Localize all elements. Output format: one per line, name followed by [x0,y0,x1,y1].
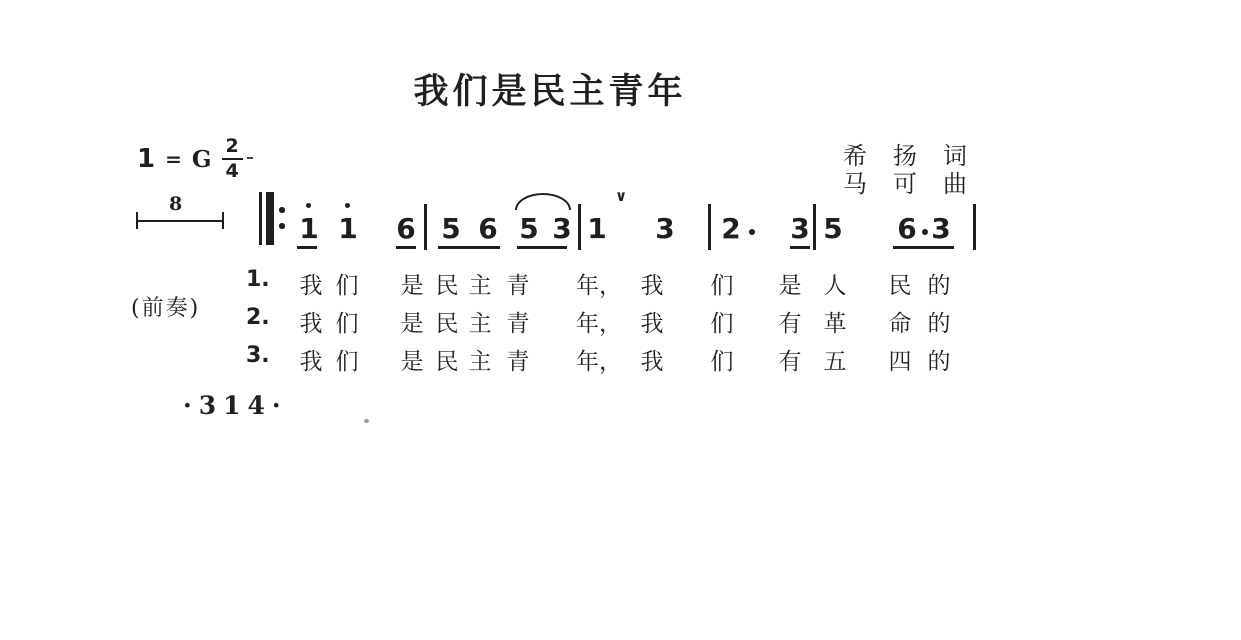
lyric-char: 的 [927,311,951,337]
scan-speckle [364,419,369,423]
beam-underline [396,246,416,249]
barline [973,204,976,250]
intro-bracket-tick-right [222,212,224,229]
key-tonic: 1 [137,144,156,174]
lyric-char: 民 [435,311,459,337]
lyric-char: 我 [640,311,664,337]
lyric-char: 是 [778,273,802,299]
lyric-char: 青 [506,349,530,375]
lyric-char: 民 [888,273,912,299]
note-digit: 1 [338,212,358,245]
lyric-char: 我 [640,349,664,375]
note-digit: 3 [655,212,675,245]
lyric-char: 民 [435,349,459,375]
note-digit: 5 [823,212,843,245]
note-digit: 3 [931,212,951,245]
lyric-char: 我 [640,273,664,299]
note-digit: 5 [441,212,461,245]
lyric-char: 青 [506,273,530,299]
lyric-char: 我 [299,349,323,375]
lyric-char: 革 [823,311,847,337]
lyric-char: 主 [468,311,492,337]
note-digit: 6 [478,212,498,245]
beam-underline [438,246,500,249]
time-signature-denominator: 4 [225,160,239,182]
lyric-char: 年， [576,349,622,375]
prelude-label: (前奏) [131,296,201,321]
credit-char: 希 [843,142,867,170]
composer-credit [843,171,967,197]
lyric-char: 的 [927,349,951,375]
intro-measure-count: 8 [169,193,183,215]
slur-arc [515,193,571,210]
octave-dot [345,203,350,208]
lyric-char: 是 [400,273,424,299]
beam-underline [297,246,317,249]
beam-underline [517,246,567,249]
intro-bracket-tick-left [136,212,138,229]
verse-number: 1. [246,267,270,292]
lyric-char: 民 [435,273,459,299]
barline [424,204,427,250]
lyric-char: 我 [299,311,323,337]
song-title: 我们是民主青年 [413,71,687,112]
page-number: ·314· [183,391,288,420]
time-signature [222,137,243,181]
credit-char: 曲 [943,170,967,198]
lyric-char: 们 [335,273,359,299]
credit-char: 扬 [893,142,917,170]
lyric-char: 主 [468,349,492,375]
dotted-note-dot [749,229,755,235]
note-digit: 2 [721,212,741,245]
barline [708,204,711,250]
repeat-sign-dot [279,223,285,229]
lyric-char: 年， [576,311,622,337]
credit-char: 词 [943,142,967,170]
barline [813,204,816,250]
credit-char: 可 [893,170,917,198]
octave-dot [306,203,311,208]
lyric-char: 命 [888,311,912,337]
barline [578,204,581,250]
verse-number: 2. [246,305,270,330]
repeat-sign-thin-bar [259,192,262,245]
lyricist-credit [843,143,967,169]
key-letter: G [191,145,212,173]
credit-char: 马 [843,170,867,198]
scan-artifact-mark [247,157,253,159]
note-digit: 5 [519,212,539,245]
lyric-char: 青 [506,311,530,337]
verse-number: 3. [246,343,270,368]
note-digit: 3 [552,212,572,245]
beam-underline [893,246,954,249]
lyric-char: 们 [710,349,734,375]
lyric-char: 们 [710,273,734,299]
note-digit: 1 [587,212,607,245]
repeat-sign-thick-bar [266,192,274,245]
note-digit: 6 [897,212,917,245]
lyric-char: 有 [778,311,802,337]
time-signature-numerator: 2 [222,137,243,160]
lyric-char: 们 [335,311,359,337]
lyric-char: 的 [927,273,951,299]
lyric-char: 们 [335,349,359,375]
note-digit: 3 [790,212,810,245]
breath-mark: ∨ [615,187,628,205]
lyric-char: 我 [299,273,323,299]
note-digit: 6 [396,212,416,245]
intro-bracket-line [136,220,224,222]
key-signature [137,137,243,181]
lyric-char: 是 [400,311,424,337]
beam-underline [790,246,810,249]
equals-sign: = [165,147,182,171]
lyric-char: 年， [576,273,622,299]
lyric-char: 们 [710,311,734,337]
lyric-char: 有 [778,349,802,375]
lyric-char: 五 [823,349,847,375]
lyric-char: 人 [823,273,847,299]
lyric-char: 四 [888,349,912,375]
note-digit: 1 [299,212,319,245]
repeat-sign-dot [279,207,285,213]
lyric-char: 主 [468,273,492,299]
lyric-char: 是 [400,349,424,375]
